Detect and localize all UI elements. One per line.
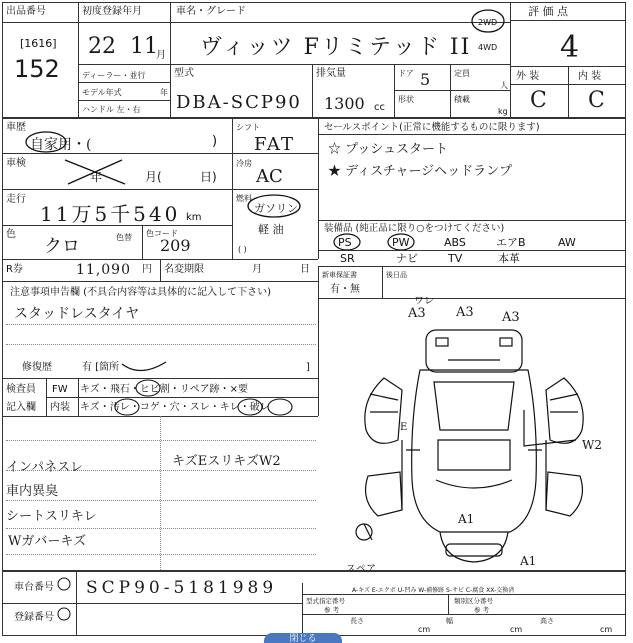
displacement-label: 排気量 bbox=[316, 68, 346, 79]
drive-4wd: 4WD bbox=[478, 43, 498, 52]
equip-aw: AW bbox=[558, 236, 576, 249]
remark-3: シートスリキレ bbox=[6, 509, 97, 524]
displacement-unit: cc bbox=[374, 102, 385, 113]
mark-w2: W2 bbox=[582, 438, 602, 452]
mileage-unit: km bbox=[186, 212, 202, 223]
mark-a3-3: A3 bbox=[502, 310, 520, 325]
handle-label: ハンドル 左・右 bbox=[82, 105, 141, 114]
capacity-unit: 人 bbox=[500, 81, 508, 90]
legend: A-キズ E-エクボ U-凹み W-補修跡 S-サビ C-腐食 XX-交換済 bbox=[352, 587, 515, 594]
history-label: 車歴 bbox=[6, 122, 26, 133]
inspection-crossout bbox=[60, 156, 130, 186]
equip-ps-circle bbox=[332, 232, 362, 252]
width-cm: cm bbox=[510, 625, 523, 634]
lot-label: 出品番号 bbox=[6, 6, 46, 17]
model-year-unit: 年 bbox=[160, 88, 168, 97]
fuel-paren: ( ) bbox=[238, 245, 247, 254]
inspection-month: 月( bbox=[145, 170, 162, 184]
remark-right: キズEスリキズW2 bbox=[172, 454, 281, 469]
first-reg-unit: 月 bbox=[156, 50, 166, 61]
class-label: 類別区分番号 bbox=[454, 597, 493, 605]
inspection-year: 年 bbox=[90, 170, 103, 184]
color-code-label: 色コード bbox=[146, 229, 178, 238]
int-insp-label: 内装 bbox=[50, 402, 70, 413]
mark-a1-2: A1 bbox=[520, 554, 537, 568]
fw-label: FW bbox=[52, 384, 68, 395]
warranty-value: 有・無 bbox=[330, 284, 360, 295]
sales-item-1: ☆ プッシュスタート bbox=[328, 142, 448, 157]
reg-circle bbox=[56, 606, 72, 622]
shift: FAT bbox=[254, 134, 295, 155]
mark-a3-2: A3 bbox=[456, 305, 474, 320]
lot-number: 152 bbox=[14, 55, 60, 83]
equip-ps: PS bbox=[338, 236, 352, 249]
mark-spare: スペア bbox=[346, 564, 376, 575]
equip-sr: SR bbox=[340, 252, 355, 265]
mileage-label: 走行 bbox=[6, 194, 26, 205]
equip-pw-circle bbox=[386, 232, 416, 252]
int-insp-items: キズ・汚レ・コゲ・穴・スレ・キレ・破レ bbox=[80, 402, 270, 413]
mark-corner: ワレ bbox=[414, 296, 434, 307]
repair-label: 修復歴 bbox=[22, 362, 52, 373]
int-label: 内 装 bbox=[578, 71, 602, 82]
capacity-label: 定員 bbox=[454, 69, 470, 78]
equip-tv: TV bbox=[448, 252, 463, 265]
mileage: 11万5千540 bbox=[40, 202, 181, 226]
fuel-gas: ガソリン bbox=[254, 202, 298, 215]
first-reg-month: 11 bbox=[130, 34, 158, 59]
recycle-label: R券 bbox=[6, 264, 23, 275]
recycle-unit: 円 bbox=[142, 264, 152, 275]
recycle-amount: 11,090 bbox=[76, 262, 131, 278]
history-value: 自家用・( bbox=[30, 137, 92, 153]
car-name: ヴィッツ Fリミテッド II bbox=[200, 35, 472, 60]
height-label: 高さ bbox=[540, 617, 554, 625]
first-reg-label: 初度登録年月 bbox=[82, 6, 142, 17]
car-name-label: 車名・グレード bbox=[176, 6, 246, 17]
equipment-title: 装備品 (純正品に限り○をつけてください) bbox=[324, 223, 505, 234]
record-label: 後日品 bbox=[386, 271, 407, 279]
name-change-day: 日 bbox=[300, 264, 310, 275]
sales-item-2: ★ ディスチャージヘッドランプ bbox=[328, 164, 513, 179]
name-change-label: 名変期限 bbox=[164, 264, 204, 275]
length-label: 長さ bbox=[350, 617, 364, 625]
fuel-diesel: 軽 油 bbox=[258, 223, 284, 236]
first-reg-year: 22 bbox=[88, 34, 116, 59]
color-code: 209 bbox=[160, 236, 191, 255]
height-cm: cm bbox=[600, 625, 613, 634]
inspector-circles bbox=[110, 378, 320, 416]
ac-label: 冷房 bbox=[236, 159, 252, 168]
fuel-label: 燃料 bbox=[236, 194, 252, 203]
notes-title: 注意事項申告欄 (不具合内容等は具体的に記入して下さい) bbox=[10, 287, 271, 298]
model-label: 型式 bbox=[174, 68, 194, 79]
sales-title: セールスポイント(正常に機能するものに限ります) bbox=[324, 122, 540, 133]
doors: 5 bbox=[420, 70, 431, 89]
ref-label-2: 参 考 bbox=[474, 606, 490, 614]
equip-abs: ABS bbox=[444, 236, 466, 249]
int-grade: C bbox=[588, 88, 605, 113]
ext-grade: C bbox=[530, 88, 547, 113]
displacement: 1300 bbox=[324, 94, 365, 113]
equip-leather: 本革 bbox=[498, 252, 520, 265]
drive-2wd: 2WD bbox=[478, 18, 498, 27]
shape-label: 形状 bbox=[398, 95, 414, 104]
model-code: DBA-SCP90 bbox=[176, 92, 302, 113]
load-unit: kg bbox=[498, 107, 508, 116]
warranty-label: 新車保証書 bbox=[322, 271, 357, 279]
color: クロ bbox=[44, 236, 80, 257]
color-label: 色 bbox=[6, 229, 16, 240]
drive-circle bbox=[470, 8, 506, 34]
fw-items: キズ・飛石・ヒビ割・リペア跡・×要 bbox=[80, 384, 248, 395]
load-label: 積載 bbox=[454, 95, 470, 104]
score-value: 4 bbox=[560, 30, 580, 65]
equip-airbag: エアB bbox=[496, 236, 526, 249]
repair-close: ] bbox=[306, 362, 310, 373]
ref-label-1: 参 考 bbox=[324, 606, 340, 614]
ac: AC bbox=[256, 166, 283, 187]
chassis-label: 車台番号 bbox=[14, 582, 54, 593]
repair-value: 有 [箇所 bbox=[82, 362, 120, 373]
name-change-month: 月 bbox=[252, 264, 262, 275]
remark-1: インパネスレ bbox=[6, 460, 84, 475]
fuel-circle bbox=[246, 194, 302, 218]
model-year-label: モデル年式 bbox=[82, 88, 122, 97]
chassis-no: SCP90-5181989 bbox=[86, 578, 278, 598]
remark-4: Wガバーキズ bbox=[8, 534, 87, 549]
color-no-label: 色替 bbox=[116, 233, 132, 242]
inspection-day: 日) bbox=[200, 170, 217, 184]
mark-a1-1: A1 bbox=[458, 512, 475, 526]
model-spec-label: 型式指定番号 bbox=[306, 597, 345, 605]
reg-label: 登録番号 bbox=[14, 612, 54, 623]
remark-2: 車内異臭 bbox=[6, 484, 59, 499]
width-label: 幅 bbox=[446, 617, 453, 625]
ext-label: 外 装 bbox=[516, 71, 540, 82]
notes-text: スタッドレスタイヤ bbox=[14, 306, 140, 322]
chassis-circle bbox=[56, 576, 72, 592]
equip-navi: ナビ bbox=[396, 252, 418, 265]
history-close: ) bbox=[212, 134, 218, 149]
mark-a3-1: A3 bbox=[408, 306, 426, 321]
score-label: 評 価 点 bbox=[528, 5, 568, 18]
close-tab-button[interactable]: 閉じる bbox=[264, 633, 342, 643]
doors-label: ドア bbox=[398, 69, 414, 78]
equip-pw: PW bbox=[392, 236, 410, 249]
history-circle bbox=[24, 130, 68, 154]
length-cm: cm bbox=[418, 625, 431, 634]
lot-sub: [1616] bbox=[20, 37, 57, 50]
inspector-label: 検査員 bbox=[6, 384, 36, 395]
repair-stroke bbox=[120, 360, 170, 380]
inspection-label: 車検 bbox=[6, 158, 26, 169]
dealer-label: ディーラー・並行 bbox=[82, 71, 146, 80]
inspector-record-label: 記入欄 bbox=[6, 402, 36, 413]
shift-label: シフト bbox=[236, 123, 260, 132]
mark-e: E bbox=[400, 422, 408, 433]
